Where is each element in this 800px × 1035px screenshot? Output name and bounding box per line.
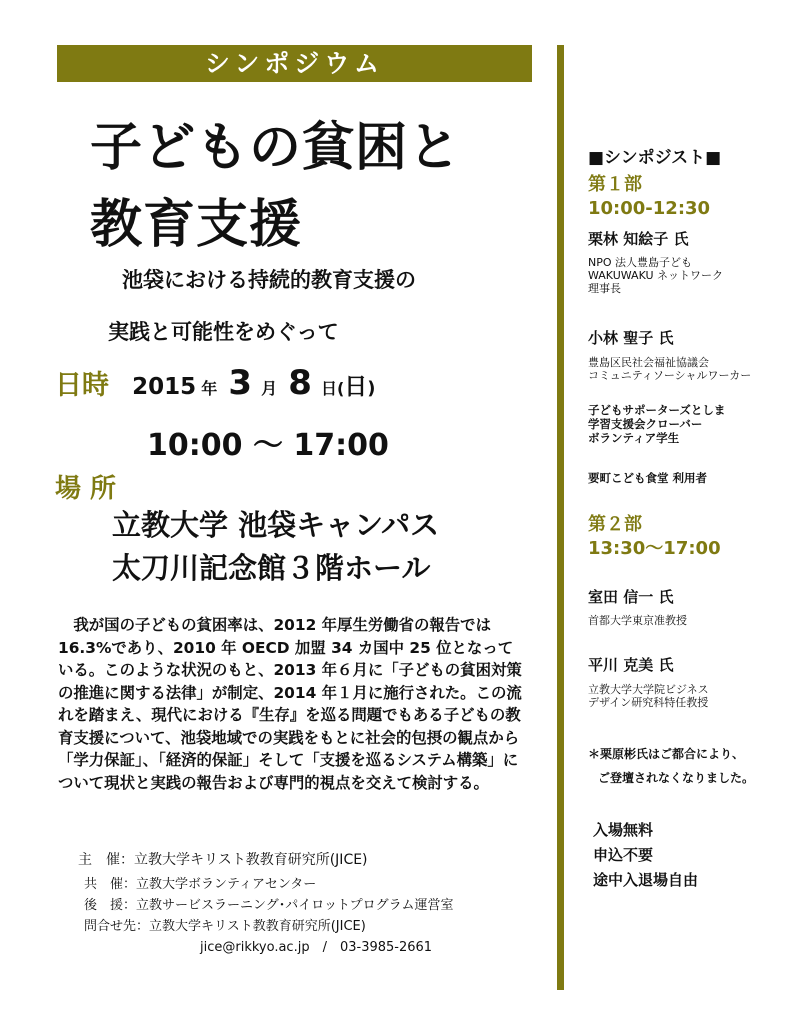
speaker-affiliation [588,683,788,709]
description [58,614,528,794]
title-line-2: 教育支援 [90,195,303,255]
note-line: ご登壇されなくなりました。 [598,771,755,785]
date-month-unit: 月 [261,379,278,398]
part1-time: 10:00-12:30 [588,198,711,219]
speaker-name: 小林 聖子 氏 [588,329,674,347]
affiliation-line: WAKUWAKU ネットワーク [588,269,724,282]
affiliation-line: 立教大学大学院ビジネス [588,683,709,696]
admission-line: 申込不要 [593,846,654,864]
date-year: 2015 [132,374,197,400]
sidebar-heading: ■シンポジスト■ [588,148,722,168]
affiliation-line: デザイン研究科特任教授 [588,696,709,709]
affiliation-line: コミュニティソーシャルワーカー [588,369,752,382]
group-line: 子どもサポーターズとしま [588,403,726,417]
venue-label: 場 所 [55,474,117,504]
speaker-affiliation [588,356,788,382]
speaker-name: 平川 克美 氏 [588,656,674,674]
subtitle-line-2: 実践と可能性をめぐって [108,320,339,344]
part1-label: 第１部 [588,174,642,195]
affiliation-line: 理事長 [588,282,621,295]
organizer-support: 後 援：立教サービスラーニング･パイロットプログラム運営室 [84,898,454,913]
speaker-name: 室田 信一 氏 [588,588,674,606]
date-weekday: 日 [344,374,368,400]
note-line: ＊栗原彬氏はご都合により、 [588,747,745,761]
date-year-unit: 年 [201,379,218,398]
group-line: 学習支援会クローバー [588,417,703,431]
date-day: 8 [288,363,312,403]
venue-line-1: 立教大学 池袋キャンパス [112,508,440,542]
time-range: 10:00 ～ 17:00 [147,428,389,463]
organizer-cohost: 共 催：立教大学ボランティアセンター [84,877,317,892]
speaker-affiliation: 首都大学東京准教授 [588,614,687,627]
admission-line: 入場無料 [593,821,654,839]
cancellation-note [588,742,788,790]
title-line-1: 子どもの貧困と [90,118,462,178]
affiliation-line: 豊島区民社会福祉協議会 [588,356,709,369]
banner: シンポジウム [57,45,532,82]
date-day-unit: 日( [320,379,345,398]
contact-info: jice@rikkyo.ac.jp / 03-3985-2661 [200,940,433,955]
admission-line: 途中入退場自由 [593,871,699,889]
organizer-host: 主 催：立教大学キリスト教教育研究所(JICE) [78,852,368,868]
speaker-affiliation [588,256,788,295]
date-close: ) [367,378,376,399]
date-row [55,363,376,403]
speaker-name: 栗林 知絵子 氏 [588,230,689,248]
subtitle-line-1: 池袋における持続的教育支援の [122,268,416,292]
part2-label: 第２部 [588,514,642,535]
part2-time: 13:30～17:00 [588,538,721,559]
description-paragraph: 我が国の子どもの貧困率は、2012 年厚生労働省の報告では 16.3%であり、2010 年 OECD 加盟 34 カ国中 25 位となっている。このような状況のもと、2013 年６月に「子どもの貧困対策の推進に関する法律」が制定、2014 年１月に施行された。この流れを踏まえ、現代における『生存』を巡る問題でもある子どもの教育支援について、池袋地域での実践をもとに社会的包摂の観点から「学力保証」、「経済的保証」そして「支援を巡るシステム構築」について現状と実践の報告および専門的視点を交えて検討する。 [58,616,522,792]
group-line: ボランティア学生 [588,431,680,445]
date-label: 日時 [55,370,109,401]
admission-info [593,818,793,893]
organizer-contact: 問合せ先：立教大学キリスト教教育研究所(JICE) [84,919,366,934]
speaker-user: 要町こども食堂 利用者 [588,471,708,485]
date-month: 3 [228,363,252,403]
vertical-divider [557,45,564,990]
speaker-group [588,403,788,445]
venue-line-2: 太刀川記念館３階ホール [112,551,431,585]
affiliation-line: NPO 法人豊島子ども [588,256,693,269]
